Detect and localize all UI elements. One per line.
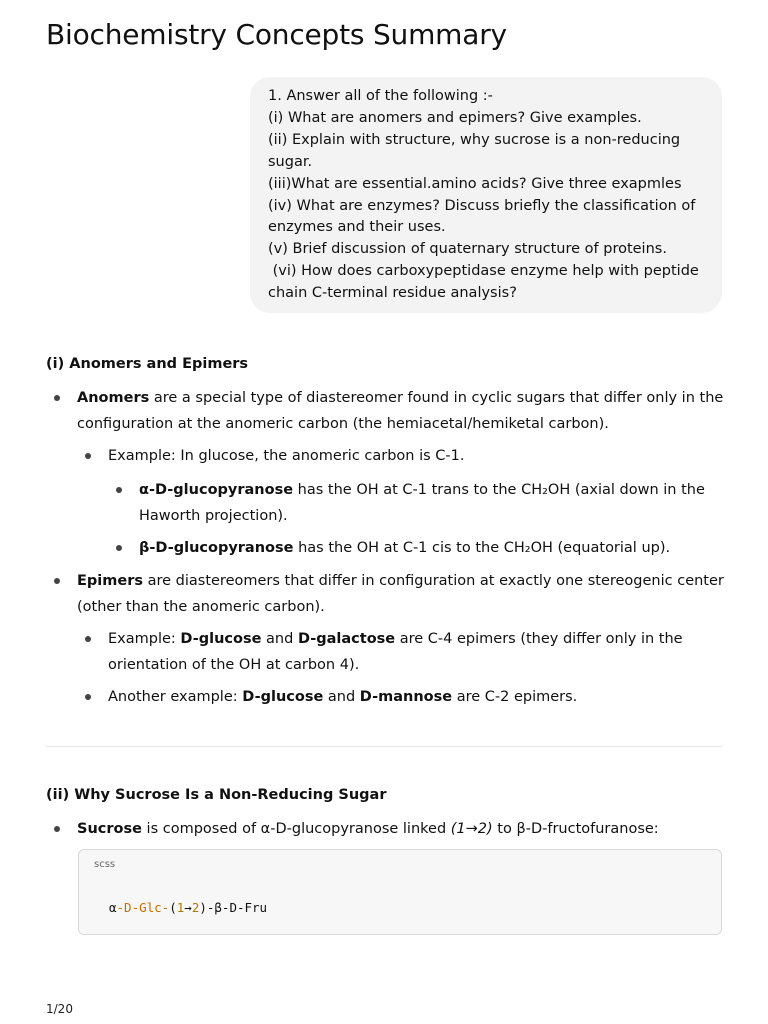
- question-line: (iii)What are essential.amino acids? Give three exapmles: [268, 175, 682, 192]
- sucrose-term: Sucrose: [77, 821, 142, 837]
- question-bubble: [250, 77, 722, 313]
- bullet-dot: [116, 545, 122, 551]
- epimers-term: Epimers: [77, 573, 143, 589]
- epimer-example-2: [108, 684, 577, 710]
- bullet-dot: [116, 487, 122, 493]
- example-prefix: Another example:: [108, 689, 243, 705]
- example-text: are C-2 epimers.: [452, 689, 578, 705]
- code-token: -D-Glc-: [116, 900, 170, 915]
- question-line: 1. Answer all of the following :-: [268, 88, 493, 104]
- question-line: (iv) What are enzymes? Discuss briefly the classification of: [268, 197, 696, 214]
- bullet-dot: [85, 453, 91, 459]
- code-line: [109, 900, 267, 915]
- question-line: enzymes and their uses.: [268, 219, 446, 236]
- bullet-dot: [54, 826, 60, 832]
- question-line: (vi) How does carboxypeptidase enzyme help with peptide: [268, 263, 699, 280]
- sucrose-composition: [77, 816, 659, 842]
- bullet-dot: [85, 636, 91, 642]
- example-prefix: Example:: [108, 631, 181, 647]
- question-line: (i) What are anomers and epimers? Give examples.: [268, 109, 642, 126]
- sugar-d-mannose: D-mannose: [359, 689, 453, 705]
- epimers-def-text: are diastereomers that differ in configuration at exactly one stereogenic center: [142, 573, 724, 589]
- question-line: (ii) Explain with structure, why sucrose is a non-reducing: [268, 131, 681, 148]
- code-token: →: [184, 900, 192, 915]
- anomers-definition: [77, 385, 737, 437]
- beta-text: has the OH at C-1 cis to the CH₂OH (equatorial up).: [293, 540, 671, 556]
- sugar-d-glucose: D-glucose: [180, 631, 262, 647]
- alpha-glucopyranose-item: [139, 477, 739, 529]
- code-token: (: [169, 900, 177, 915]
- code-token: 1: [176, 900, 185, 915]
- section-heading-anomers-epimers: (i) Anomers and Epimers: [46, 356, 249, 372]
- beta-term: β-D-glucopyranose: [139, 540, 294, 556]
- epimer-example-1: [108, 626, 728, 678]
- sucrose-text: is composed of α-D-glucopyranose linked: [141, 821, 451, 837]
- example-text: are C-4 epimers (they differ only in the: [395, 631, 683, 647]
- anomers-def-text: are a special type of diastereomer found in cyclic sugars that differ only in the: [149, 390, 724, 406]
- code-token: α: [109, 900, 117, 915]
- beta-glucopyranose-item: [139, 535, 670, 561]
- page-title: Biochemistry Concepts Summary: [46, 18, 507, 51]
- code-language-label: scss: [94, 859, 116, 870]
- bullet-dot: [85, 694, 91, 700]
- section-heading-sucrose: (ii) Why Sucrose Is a Non-Reducing Sugar: [46, 787, 387, 803]
- code-block: [78, 849, 722, 935]
- question-line: (v) Brief discussion of quaternary structure of proteins.: [268, 241, 667, 258]
- section-divider: [46, 746, 722, 747]
- sugar-d-galactose: D-galactose: [297, 631, 396, 647]
- bullet-dot: [54, 578, 60, 584]
- bullet-dot: [54, 395, 60, 401]
- question-line: chain C-terminal residue analysis?: [268, 285, 517, 302]
- sucrose-text-2: to β-D-fructofuranose:: [492, 821, 659, 837]
- alpha-text: has the OH at C-1 trans to the CH₂OH (axial down in the: [293, 482, 705, 498]
- and-text: and: [261, 631, 298, 647]
- alpha-term: α-D-glucopyranose: [139, 482, 294, 498]
- anomers-term: Anomers: [77, 390, 150, 406]
- anomers-def-text-2: configuration at the anomeric carbon (the hemiacetal/hemiketal carbon).: [77, 416, 609, 432]
- sugar-d-glucose: D-glucose: [242, 689, 324, 705]
- example-text-2: orientation of the OH at carbon 4).: [108, 657, 360, 673]
- epimers-def-text-2: (other than the anomeric carbon).: [77, 599, 325, 615]
- question-line: sugar.: [268, 153, 313, 170]
- page-number: 1/20: [46, 1002, 73, 1016]
- code-token: 2: [191, 900, 200, 915]
- anomer-example: Example: In glucose, the anomeric carbon is C-1.: [108, 448, 465, 464]
- alpha-text-2: Haworth projection).: [139, 508, 288, 524]
- and-text: and: [323, 689, 360, 705]
- glycosidic-link: (1→2): [450, 821, 493, 837]
- epimers-definition: [77, 568, 737, 620]
- code-token: )-β-D-Fru: [199, 900, 268, 915]
